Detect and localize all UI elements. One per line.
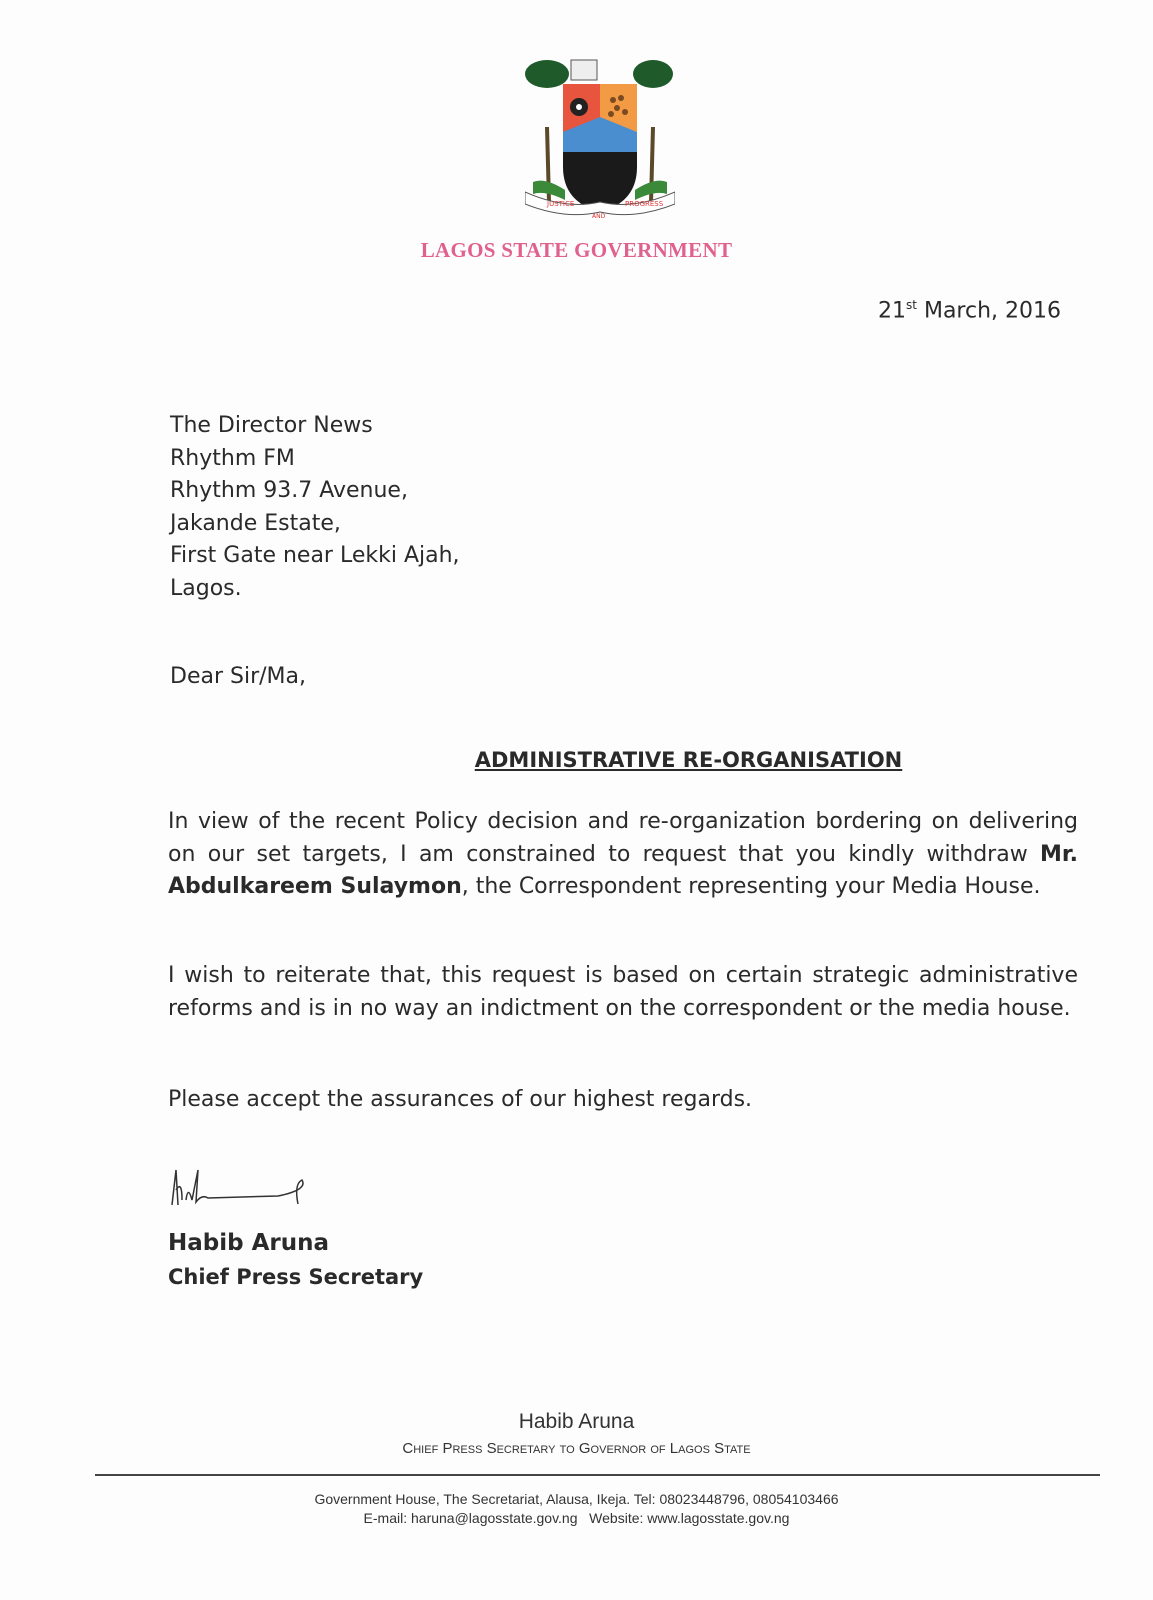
address-line: Rhythm FM [170, 445, 295, 471]
closing-paragraph: Please accept the assurances of our highest regards. [168, 1087, 753, 1112]
lagos-state-crest-logo [525, 52, 675, 222]
footer-email-website: E-mail: haruna@lagosstate.gov.ng Website: www.lagosstate.gov.ng [363, 1510, 790, 1526]
svg-text:JUSTICE: JUSTICE [547, 200, 575, 208]
subject-heading: ADMINISTRATIVE RE-ORGANISATION [474, 748, 903, 772]
letter-date [878, 298, 1061, 323]
footer-divider [95, 1474, 1100, 1476]
svg-text:PROGRESS: PROGRESS [625, 200, 664, 208]
body-paragraph [168, 806, 1078, 904]
signatory-title: Chief Press Secretary [168, 1265, 424, 1289]
signatory-name: Habib Aruna [168, 1230, 329, 1256]
footer-address: Government House, The Secretariat, Alausa, Ikeja. Tel: 08023448796, 08054103466 [314, 1491, 839, 1507]
address-line: Rhythm 93.7 Avenue, [170, 478, 408, 503]
text: , the Correspondent representing your Media House. [461, 874, 1041, 899]
date-day: 21 [878, 298, 906, 324]
footer-contact [0, 1490, 1153, 1528]
address-line: Jakande Estate, [170, 510, 341, 536]
address-line: The Director News [170, 413, 373, 438]
salutation: Dear Sir/Ma, [170, 664, 306, 689]
date-rest: March, 2016 [916, 298, 1061, 324]
body-paragraph: I wish to reiterate that, this request is based on certain strategic administrative reforms and is in no way an indictment on the correspondent or the media house. [168, 963, 1078, 1021]
recipient-address [170, 410, 460, 605]
handwritten-signature [168, 1160, 328, 1220]
address-line: First Gate near Lekki Ajah, [170, 543, 460, 568]
organization-name: LAGOS STATE GOVERNMENT [420, 238, 733, 262]
footer-title: Chief Press Secretary to Governor of Lagos State [402, 1440, 751, 1457]
correspondent-name: Mr. Abdulkareem Sulaymon [168, 841, 1078, 899]
text: In view of the recent Policy decision and re-organization bordering on delivering on our set targets, I am constrained to request that you kindly withdraw [168, 809, 1078, 867]
date-suffix: st [906, 298, 917, 312]
footer-name: Habib Aruna [518, 1410, 635, 1433]
svg-text:AND: AND [592, 213, 606, 220]
address-line: Lagos. [170, 575, 242, 601]
